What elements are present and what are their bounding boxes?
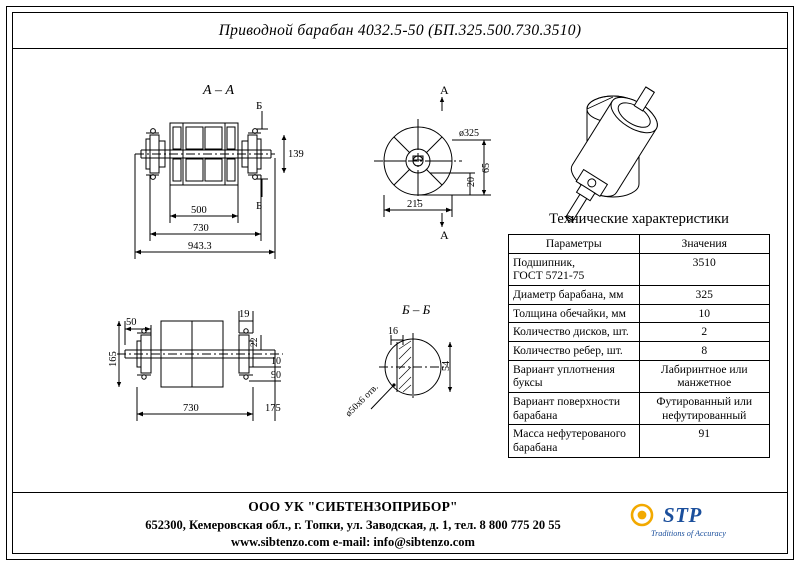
- logo-tagline: Traditions of Accuracy: [651, 529, 726, 538]
- page-title: Приводной барабан 4032.5-50 (БП.325.500.730.3510): [218, 22, 582, 39]
- company-name: ООО УК "СИБТЕНЗОПРИБОР": [248, 499, 458, 514]
- cell-value: 8: [639, 342, 770, 361]
- table-row: [509, 393, 770, 425]
- label-section-bb: Б – Б: [402, 302, 431, 317]
- dim-54: 54: [441, 361, 452, 371]
- logo-swirl-icon: [629, 503, 655, 527]
- cell-value: [639, 360, 770, 392]
- dim-215: 215: [407, 199, 423, 210]
- footer-block: [13, 493, 787, 553]
- cell-param: [509, 425, 640, 457]
- cell-value: 2: [639, 323, 770, 342]
- cell-param: [509, 360, 640, 392]
- cell-value: 3510: [639, 253, 770, 285]
- company-address: 652300, Кемеровская обл., г. Топки, ул. Заводская, д. 1, тел. 8 800 775 20 55: [145, 518, 561, 532]
- table-row: [509, 323, 770, 342]
- label-section-aa: А – А: [203, 83, 235, 98]
- company-logo: [629, 501, 759, 547]
- cell-param: Диаметр барабана, мм: [509, 286, 640, 305]
- table-row: [509, 253, 770, 285]
- dim-139: 139: [288, 149, 304, 160]
- dim-20: 20: [466, 177, 477, 187]
- specs-title: Технические характеристики: [549, 211, 729, 227]
- label-arrow-a-top: А: [440, 83, 449, 97]
- header-value: Значения: [639, 235, 770, 254]
- param-bearing: Подшипник, ГОСТ 5721-75: [513, 255, 585, 283]
- dim-10: 10: [271, 356, 281, 367]
- table-row: [509, 286, 770, 305]
- cell-param: [509, 253, 640, 285]
- header-parameter: Параметры: [509, 235, 640, 254]
- dim-730: 730: [193, 223, 209, 234]
- label-arrow-b-bottom: Б: [256, 200, 263, 212]
- dim-90: 90: [271, 370, 281, 381]
- specs-panel: [508, 211, 770, 458]
- specs-table: [508, 234, 770, 458]
- cell-param: Количество ребер, шт.: [509, 342, 640, 361]
- param-seal: Вариант уплотнения буксы: [513, 362, 615, 390]
- table-header-row: [509, 235, 770, 254]
- logo-wordmark: STP: [663, 503, 702, 527]
- cell-param: Толщина обечайки, мм: [509, 304, 640, 323]
- dim-943-3: 943.3: [188, 241, 212, 252]
- cell-value: [639, 393, 770, 425]
- dim-19: 19: [239, 309, 250, 320]
- label-arrow-a-bottom: А: [440, 228, 449, 242]
- dim-500: 500: [191, 205, 207, 216]
- cell-value: 325: [639, 286, 770, 305]
- dim-65: 65: [481, 163, 492, 173]
- table-row: [509, 304, 770, 323]
- cell-param: [509, 393, 640, 425]
- dim-730-plan: 730: [183, 403, 199, 414]
- cell-param: Количество дисков, шт.: [509, 323, 640, 342]
- company-web: www.sibtenzo.com e-mail: info@sibtenzo.com: [231, 535, 475, 549]
- cell-value: 10: [639, 304, 770, 323]
- param-mass: Масса нефутерованого барабана: [513, 427, 626, 455]
- label-arrow-b-top: Б: [256, 100, 263, 112]
- dim-diameter-325: ø325: [459, 128, 479, 139]
- value-surface: Футированный или нефутированный: [656, 395, 753, 422]
- cell-value: 91: [639, 425, 770, 457]
- dim-165: 165: [108, 351, 119, 367]
- table-row: [509, 342, 770, 361]
- company-info: [73, 499, 633, 550]
- value-seal: Лабиринтное или манжетное: [660, 362, 748, 390]
- table-row: [509, 425, 770, 457]
- dim-175: 175: [265, 403, 281, 414]
- dim-16: 16: [388, 326, 398, 337]
- dim-50: 50: [126, 317, 137, 328]
- param-surface: Вариант поверхности барабана: [513, 395, 621, 422]
- table-row: [509, 360, 770, 392]
- dim-22: 22: [250, 337, 260, 347]
- dim-hole-50x6: ø50х6 отв.: [344, 382, 381, 420]
